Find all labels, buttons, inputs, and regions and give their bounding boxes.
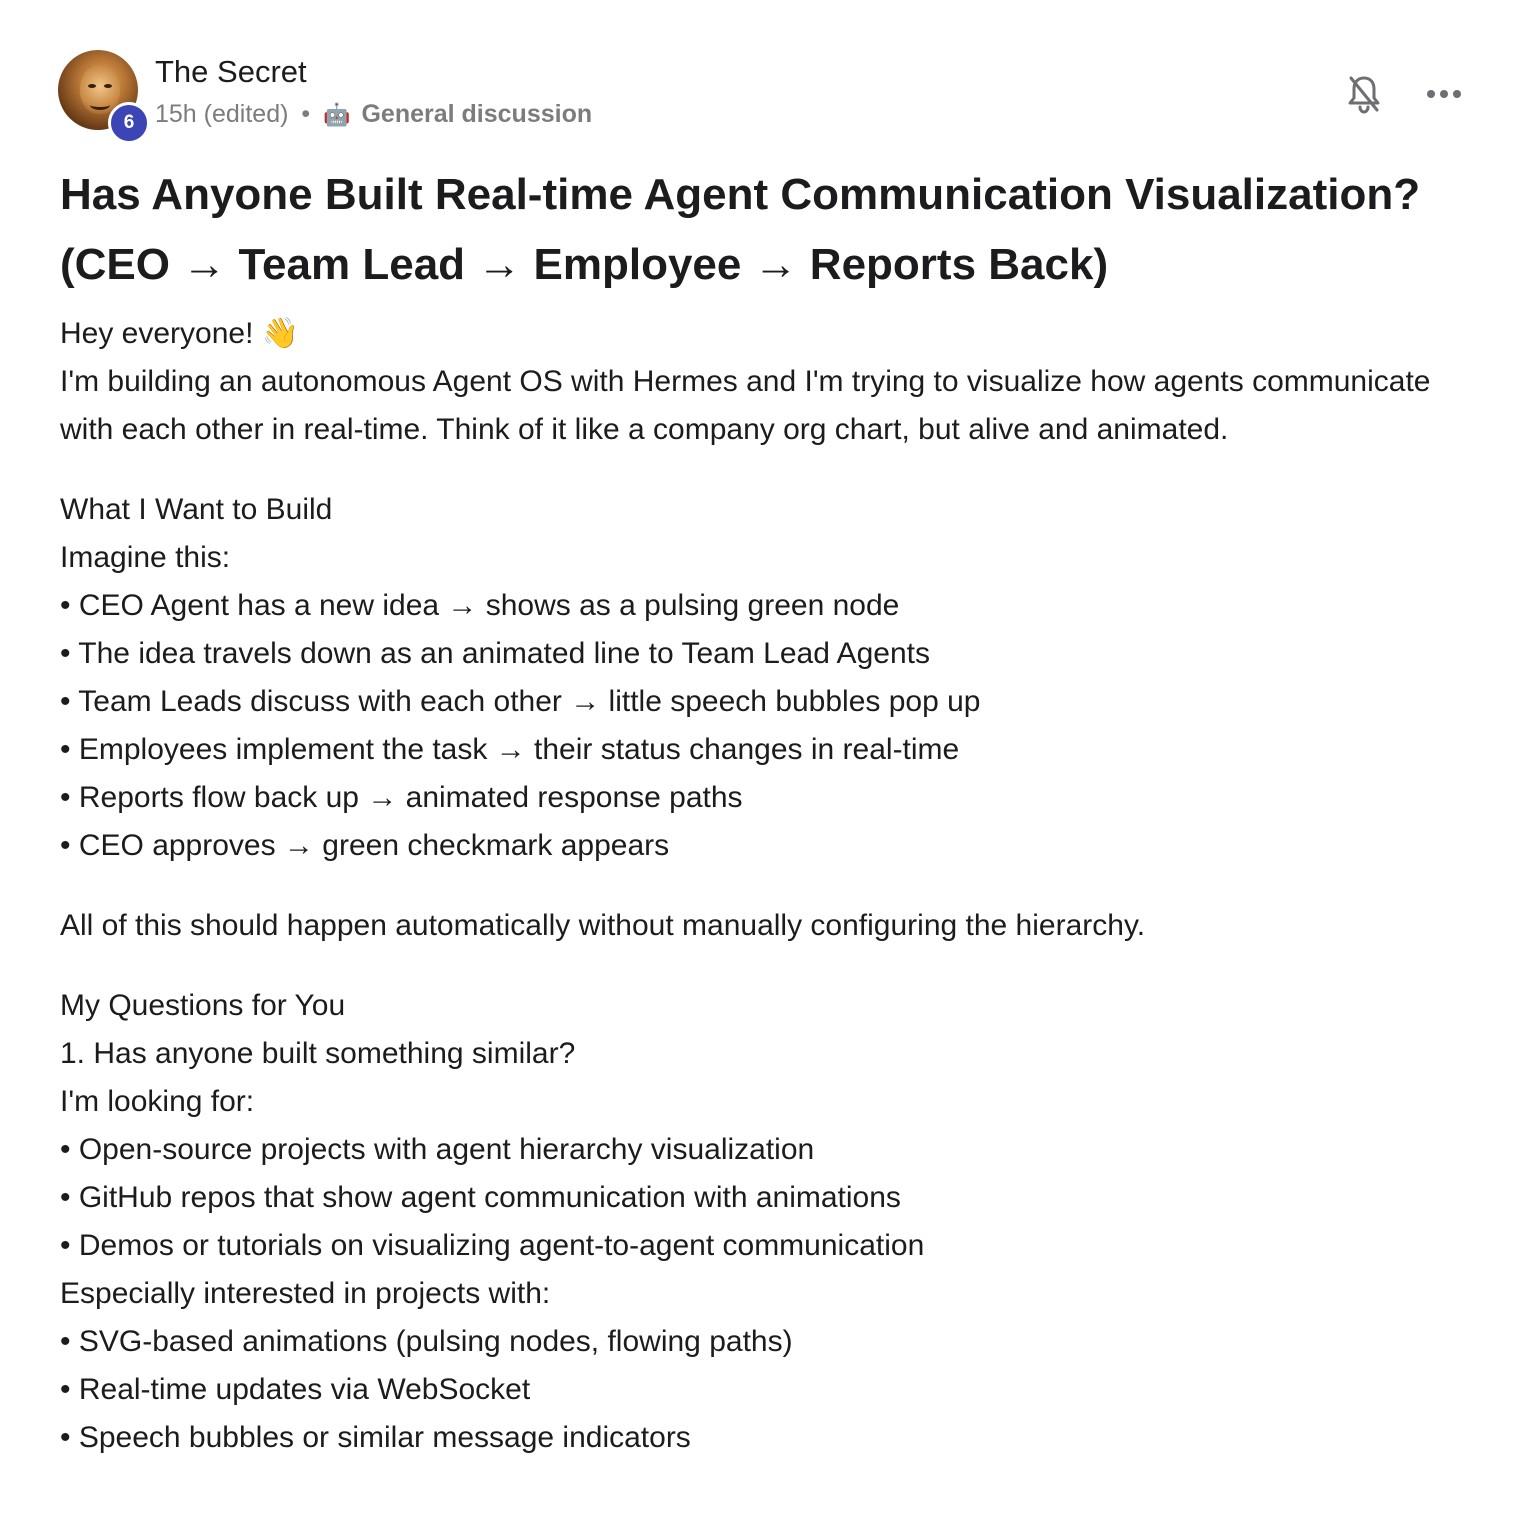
question-item: 1. Has anyone built something similar? (60, 1037, 576, 1070)
bell-off-icon (1346, 74, 1382, 114)
category-link[interactable]: General discussion (361, 100, 593, 128)
list-item: • GitHub repos that show agent communication with animations (60, 1174, 1470, 1222)
robot-icon: 🤖 (323, 102, 351, 127)
post-time: 15h (edited) (155, 100, 289, 128)
post-title-line-2: (CEO → Team Lead → Employee → Reports Back) (60, 240, 1109, 289)
post-body (60, 310, 1470, 1462)
more-options-button[interactable] (1420, 70, 1468, 118)
section-heading: My Questions for You (60, 989, 346, 1022)
post-title (60, 160, 1480, 300)
meta-separator: • (301, 100, 311, 128)
list-item: • Employees implement the task → their status changes in real-time (60, 726, 1470, 774)
list-item: • Reports flow back up → animated response paths (60, 774, 1470, 822)
section-lead: Imagine this: (60, 541, 231, 574)
section-lead: Especially interested in projects with: (60, 1277, 551, 1310)
more-horizontal-icon (1426, 88, 1462, 100)
list-item: • Demos or tutorials on visualizing agent-to-agent communication (60, 1222, 1470, 1270)
author-name[interactable]: The Secret (155, 54, 307, 89)
post-header (58, 48, 1478, 138)
list-item: • Real-time updates via WebSocket (60, 1366, 1470, 1414)
list-item: • CEO Agent has a new idea → shows as a pulsing green node (60, 582, 1470, 630)
section-heading: What I Want to Build (60, 493, 333, 526)
list-item: • Speech bubbles or similar message indicators (60, 1414, 1470, 1462)
list-item: • The idea travels down as an animated line to Team Lead Agents (60, 630, 1470, 678)
intro-paragraph: I'm building an autonomous Agent OS with Hermes and I'm trying to visualize how agents communicate with each other in real-time. Think of it like a company org chart, but alive and animated. (60, 365, 1431, 446)
section-lead: I'm looking for: (60, 1085, 255, 1118)
list-item: • SVG-based animations (pulsing nodes, flowing paths) (60, 1318, 1470, 1366)
list-item: • Open-source projects with agent hierarchy visualization (60, 1126, 1470, 1174)
summary-paragraph: All of this should happen automatically without manually configuring the hierarchy. (60, 909, 1146, 942)
author-avatar[interactable] (58, 50, 140, 132)
post-meta (155, 100, 592, 129)
list-item: • CEO approves → green checkmark appears (60, 822, 1470, 870)
greeting: Hey everyone! 👋 (60, 317, 300, 350)
list-item: • Team Leads discuss with each other → little speech bubbles pop up (60, 678, 1470, 726)
post-title-line-1: Has Anyone Built Real-time Agent Communication Visualization? (60, 170, 1421, 219)
mute-notifications-button[interactable] (1340, 70, 1388, 118)
user-level-badge: 6 (108, 102, 150, 144)
